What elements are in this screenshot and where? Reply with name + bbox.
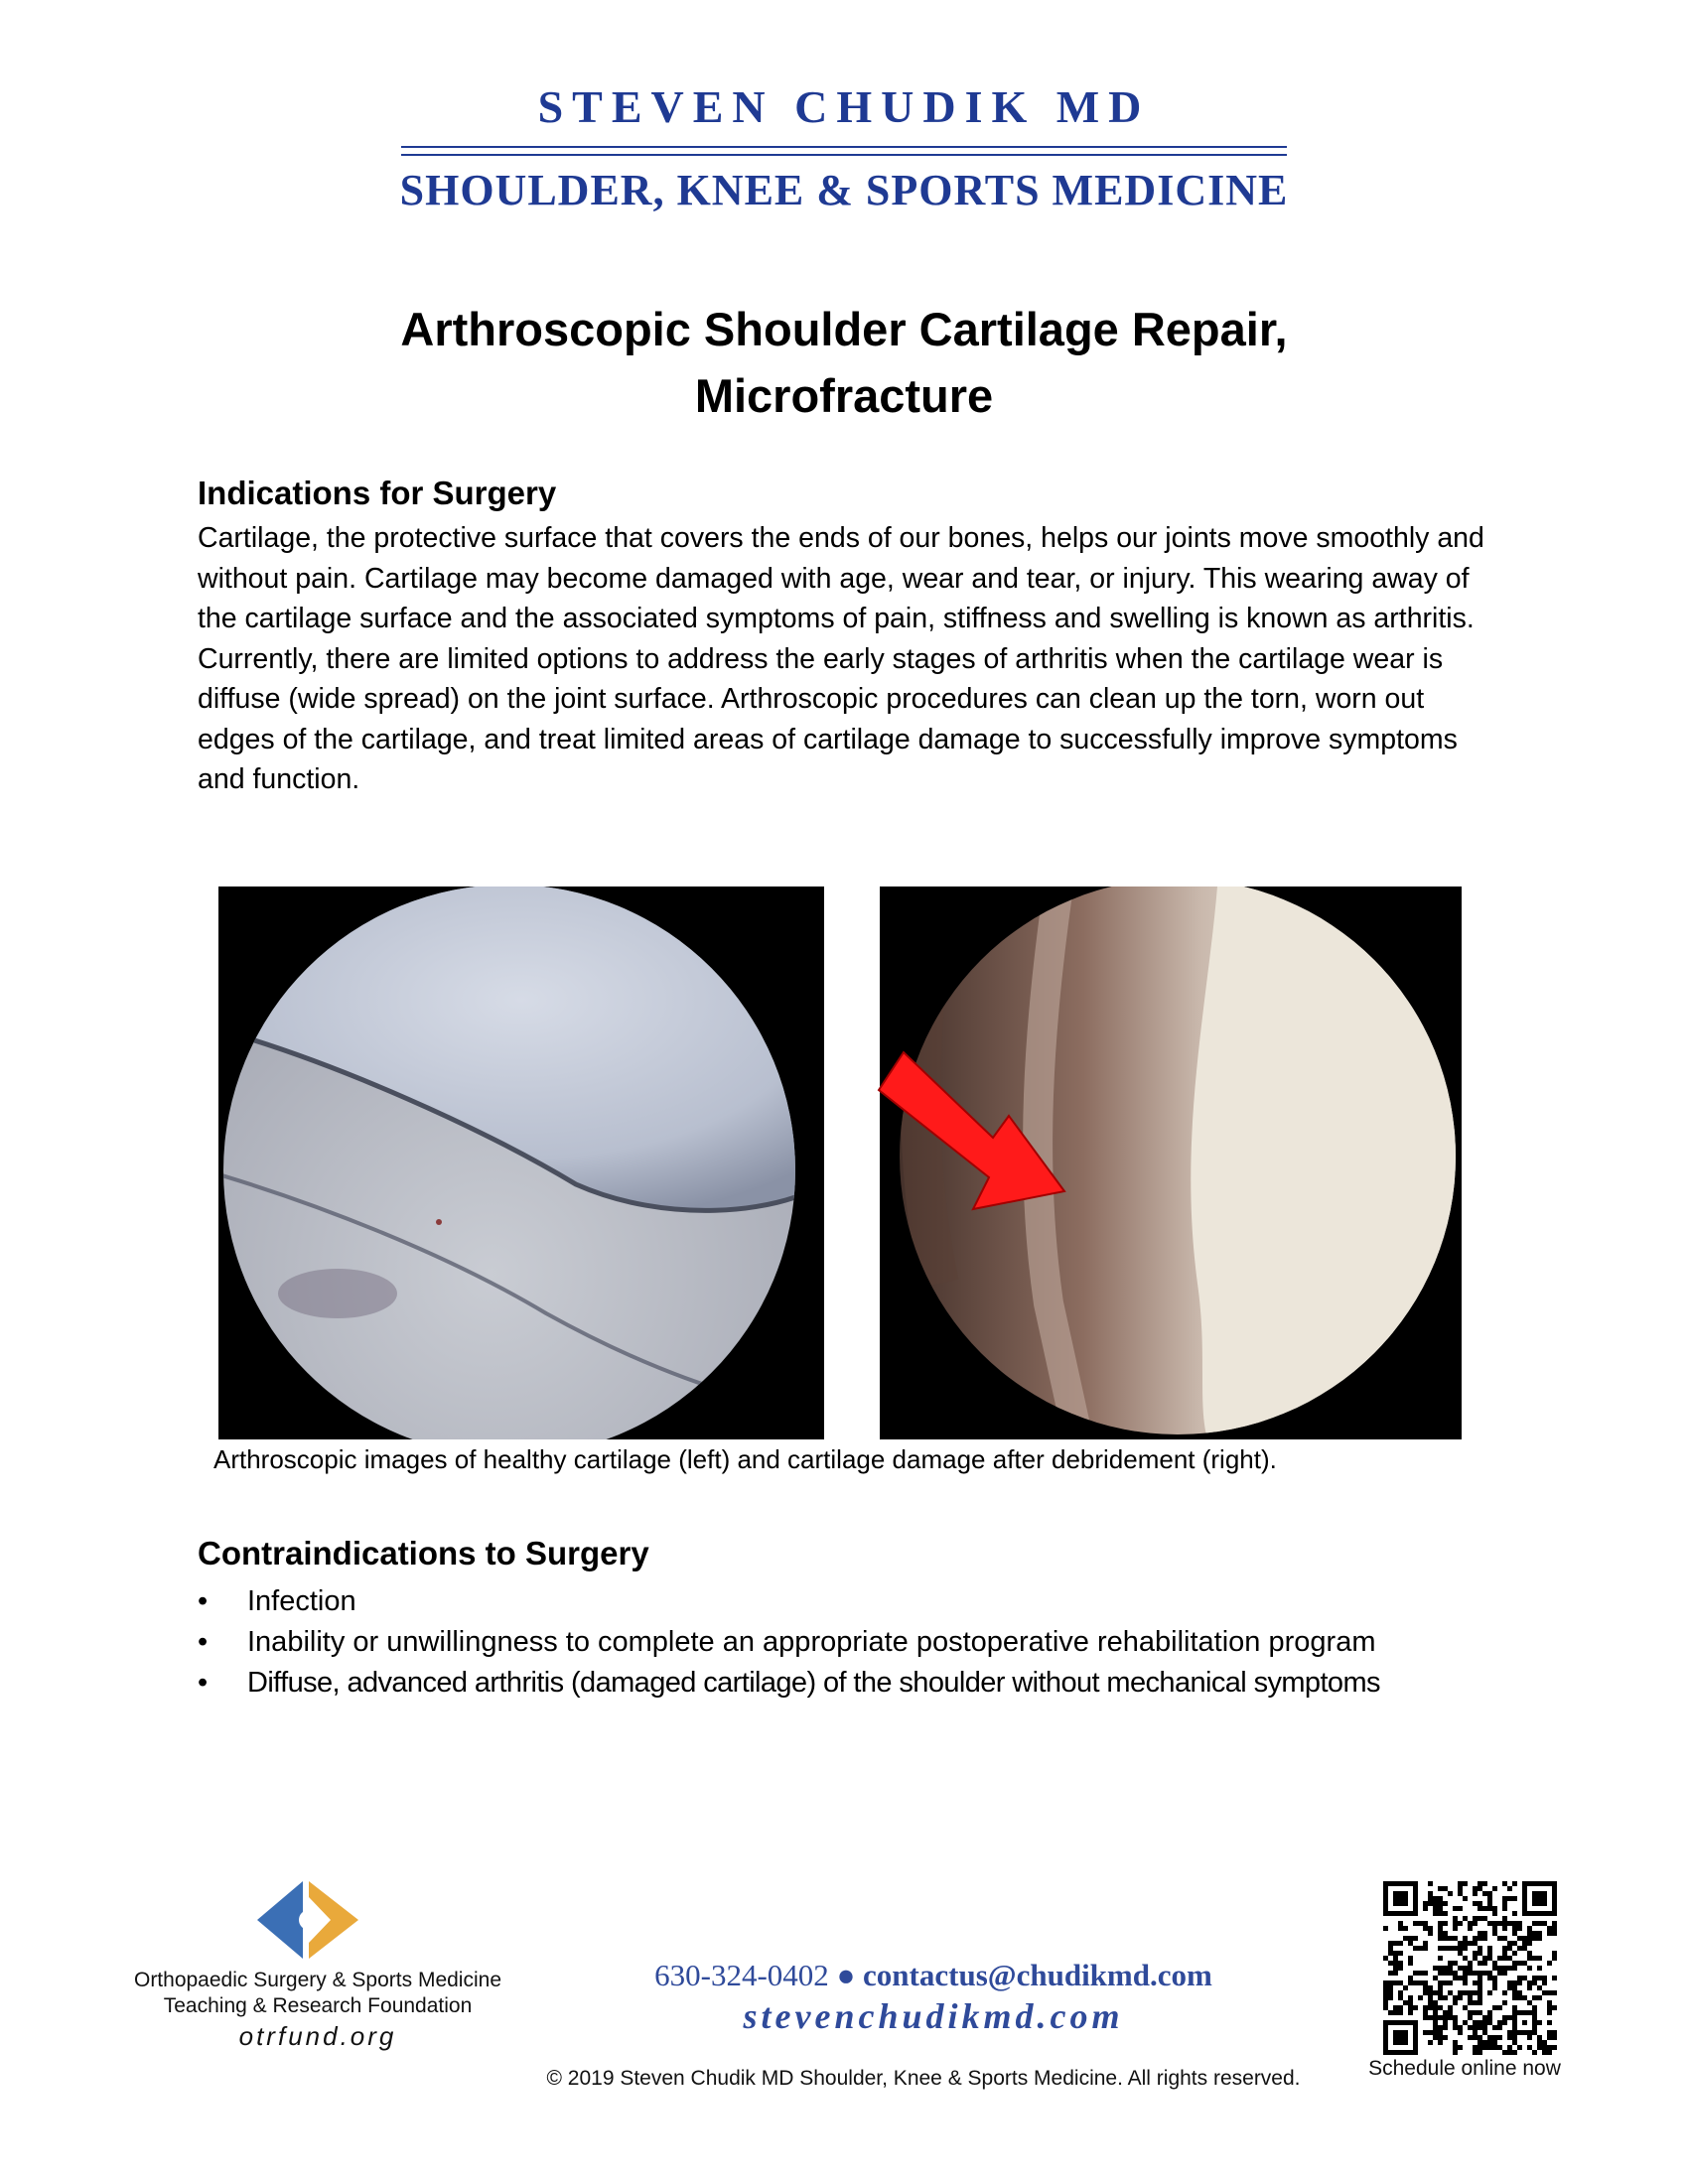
website-link[interactable]: stevenchudikmd.com [743, 1996, 1124, 2036]
image-caption: Arthroscopic images of healthy cartilage (left) and cartilage damage after debridement (right). [213, 1444, 1277, 1474]
letterhead-rule [401, 146, 1287, 156]
practice-name: STEVEN CHUDIK MD [537, 81, 1151, 132]
healthy-cartilage-image [218, 887, 824, 1439]
qr-code-icon[interactable] [1383, 1881, 1557, 2055]
separator-dot-icon: ● [836, 1958, 856, 1992]
indications-heading: Indications for Surgery [198, 475, 557, 511]
foundation-info [109, 1968, 526, 2053]
copyright-notice: © 2019 Steven Chudik MD Shoulder, Knee & Sports Medicine. All rights reserved. [546, 2067, 1301, 2090]
list-item: • Inability or unwillingness to complete an appropriate postoperative rehabilitation program [198, 1622, 1380, 1663]
damage-arrow-icon [874, 1042, 1072, 1211]
document-title [0, 296, 1688, 429]
otr-foundation-logo-icon [253, 1879, 362, 1961]
phone-number[interactable]: 630-324-0402 [654, 1958, 829, 1992]
title-line-1: Arthroscopic Shoulder Cartilage Repair, [400, 303, 1288, 355]
contact-line [556, 1958, 1311, 1993]
contraindications-heading: Contraindications to Surgery [198, 1535, 649, 1571]
bullet-icon: • [198, 1585, 209, 1617]
list-item: • Infection [198, 1581, 1380, 1622]
foundation-line-1: Orthopaedic Surgery & Sports Medicine [133, 1969, 501, 1991]
contraindications-list [198, 1581, 1380, 1704]
foundation-url[interactable]: otrfund.org [238, 2021, 397, 2051]
list-item: • Diffuse, advanced arthritis (damaged cartilage) of the shoulder without mechanical symptoms [198, 1663, 1380, 1704]
bullet-icon: • [198, 1667, 209, 1699]
title-line-2: Microfracture [694, 369, 994, 422]
bullet-icon: • [198, 1626, 209, 1658]
email-link[interactable]: contactus@chudikmd.com [863, 1958, 1212, 1992]
qr-caption: Schedule online now [1368, 2057, 1561, 2080]
letterhead [0, 79, 1688, 216]
foundation-line-2: Teaching & Research Foundation [163, 1994, 473, 2017]
indications-body: Cartilage, the protective surface that covers the ends of our bones, helps our joints move smoothly and without pain. Cartilage may become damaged with age, wear and tear, or injury. This wearing away of the cartilage surface and the associated symptoms of pain, stiffness and swelling is known as arthritis. Currently, there are limited options to address the early stages of arthritis when the cartilage wear is diffuse (wide spread) on the joint surface. Arthroscopic procedures can clean up the torn, worn out edges of the cartilage, and treat limited areas of cartilage damage to successfully improve symptoms and function. [198, 522, 1484, 795]
practice-specialty: SHOULDER, KNEE & SPORTS MEDICINE [399, 166, 1289, 215]
